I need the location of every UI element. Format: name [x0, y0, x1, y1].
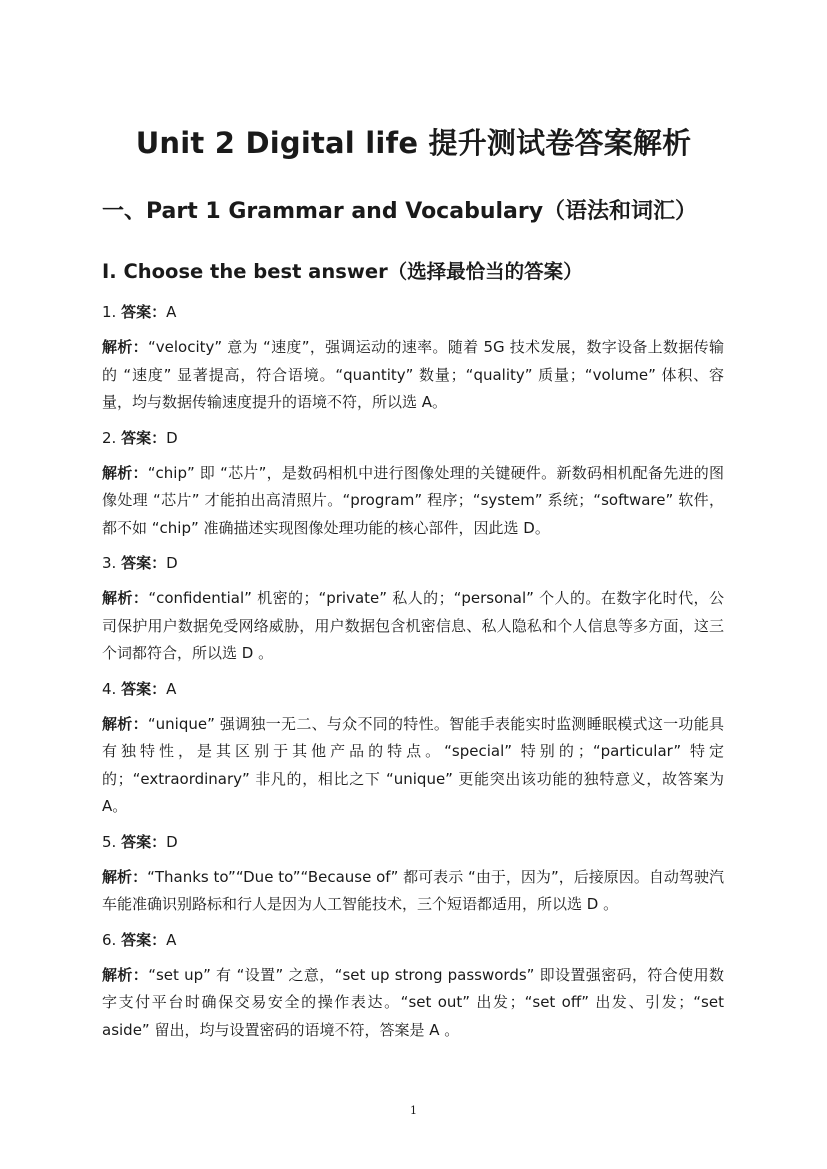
answer-item	[102, 676, 724, 821]
explanation-text: “chip” 即 “芯片”，是数码相机中进行图像处理的关键硬件。新数码相机配备先进的图像处理 “芯片” 才能拍出高清照片。“program” 程序；“system” 系统；“software” 软件，都不如 “chip” 准确描述实现图像处理功能的核心部件，因此选 D。	[102, 463, 724, 537]
answer-item	[102, 550, 724, 668]
answer-line: 6. 答案：A	[102, 930, 177, 949]
explanation: 解析：“Thanks to”“Due to”“Because of” 都可表示 “由于，因为”，后接原因。自动驾驶汽车能准确识别路标和行人是因为人工智能技术，三个短语都适用，所以选 D 。	[102, 867, 724, 913]
explanation-label: 解析	[102, 463, 133, 482]
answer-item	[102, 927, 724, 1045]
item-number: 2.	[102, 428, 117, 447]
answer-label: 答案	[121, 679, 152, 698]
explanation-text: “unique” 强调独一无二、与众不同的特性。智能手表能实时监测睡眠模式这一功能具有独特性，是其区别于其他产品的特点。“special” 特别的；“particular” 特定的；“extraordinary” 非凡的，相比之下 “unique” 更能突出该功能的独特意义，故答案为 A。	[102, 714, 724, 815]
answer-line: 4. 答案：A	[102, 679, 177, 698]
explanation-text: “set up” 有 “设置” 之意，“set up strong passwords” 即设置强密码，符合使用数字支付平台时确保交易安全的操作表达。“set out” 出发；“set off” 出发、引发；“set aside” 留出，均与设置密码的语境不符，答案是 A 。	[102, 965, 724, 1039]
item-number: 5.	[102, 832, 117, 851]
page-number: 1	[410, 1104, 417, 1117]
answer-label: 答案	[121, 930, 152, 949]
answer-value: A	[166, 930, 177, 949]
subsection-heading: I. Choose the best answer（选择最恰当的答案）	[102, 260, 583, 283]
explanation: 解析：“chip” 即 “芯片”，是数码相机中进行图像处理的关键硬件。新数码相机配备先进的图像处理 “芯片” 才能拍出高清照片。“program” 程序；“system” 系统；“software” 软件，都不如 “chip” 准确描述实现图像处理功能的核心部件，因此选 D。	[102, 463, 724, 537]
section-heading: 一、Part 1 Grammar and Vocabulary（语法和词汇）	[102, 199, 698, 224]
document-title: Unit 2 Digital life 提升测试卷答案解析	[135, 126, 692, 160]
explanation-label: 解析	[102, 714, 133, 733]
answer-item	[102, 829, 724, 919]
answer-line: 3. 答案：D	[102, 554, 178, 572]
answer-item	[102, 425, 724, 543]
item-number: 1.	[102, 303, 117, 321]
explanation-label: 解析	[102, 338, 133, 356]
explanation: 解析：“confidential” 机密的；“private” 私人的；“personal” 个人的。在数字化时代，公司保护用户数据免受网络威胁，用户数据包含机密信息、私人隐私和个人信息等多方面，这三个词都符合，所以选 D 。	[102, 589, 724, 662]
answer-value: D	[166, 428, 178, 447]
answer-list	[102, 299, 724, 1052]
answer-label: 答案	[121, 832, 152, 851]
answer-value: D	[166, 832, 178, 851]
answer-value: A	[166, 679, 177, 698]
answer-value: A	[166, 303, 177, 321]
explanation: 解析：“velocity” 意为 “速度”，强调运动的速率。随着 5G 技术发展，数字设备上数据传输的 “速度” 显著提高，符合语境。“quantity” 数量；“quality” 质量；“volume” 体积、容量，均与数据传输速度提升的语境不符，所以选 A。	[102, 338, 724, 411]
explanation-label: 解析	[102, 965, 133, 984]
answer-line: 1. 答案：A	[102, 303, 177, 321]
item-number: 3.	[102, 554, 117, 572]
explanation-label: 解析	[102, 867, 133, 886]
answer-label: 答案	[121, 303, 152, 321]
explanation: 解析：“unique” 强调独一无二、与众不同的特性。智能手表能实时监测睡眠模式这一功能具有独特性，是其区别于其他产品的特点。“special” 特别的；“particular” 特定的；“extraordinary” 非凡的，相比之下 “unique” 更能突出该功能的独特意义，故答案为 A。	[102, 714, 724, 815]
explanation-label: 解析	[102, 589, 133, 607]
explanation-text: “confidential” 机密的；“private” 私人的；“personal” 个人的。在数字化时代，公司保护用户数据免受网络威胁，用户数据包含机密信息、私人隐私和个人信息等多方面，这三个词都符合，所以选 D 。	[102, 589, 724, 662]
answer-label: 答案	[121, 554, 152, 572]
item-number: 4.	[102, 679, 117, 698]
answer-item	[102, 299, 724, 417]
item-number: 6.	[102, 930, 117, 949]
explanation: 解析：“set up” 有 “设置” 之意，“set up strong passwords” 即设置强密码，符合使用数字支付平台时确保交易安全的操作表达。“set out” 出发；“set off” 出发、引发；“set aside” 留出，均与设置密码的语境不符，答案是 A 。	[102, 965, 724, 1039]
answer-line: 2. 答案：D	[102, 428, 178, 447]
answer-value: D	[166, 554, 178, 572]
answer-label: 答案	[121, 428, 152, 447]
explanation-text: “velocity” 意为 “速度”，强调运动的速率。随着 5G 技术发展，数字设备上数据传输的 “速度” 显著提高，符合语境。“quantity” 数量；“quality” 质量；“volume” 体积、容量，均与数据传输速度提升的语境不符，所以选 A。	[102, 338, 724, 411]
explanation-text: “Thanks to”“Due to”“Because of” 都可表示 “由于，因为”，后接原因。自动驾驶汽车能准确识别路标和行人是因为人工智能技术，三个短语都适用，所以选 D 。	[102, 867, 724, 913]
answer-line: 5. 答案：D	[102, 832, 178, 851]
